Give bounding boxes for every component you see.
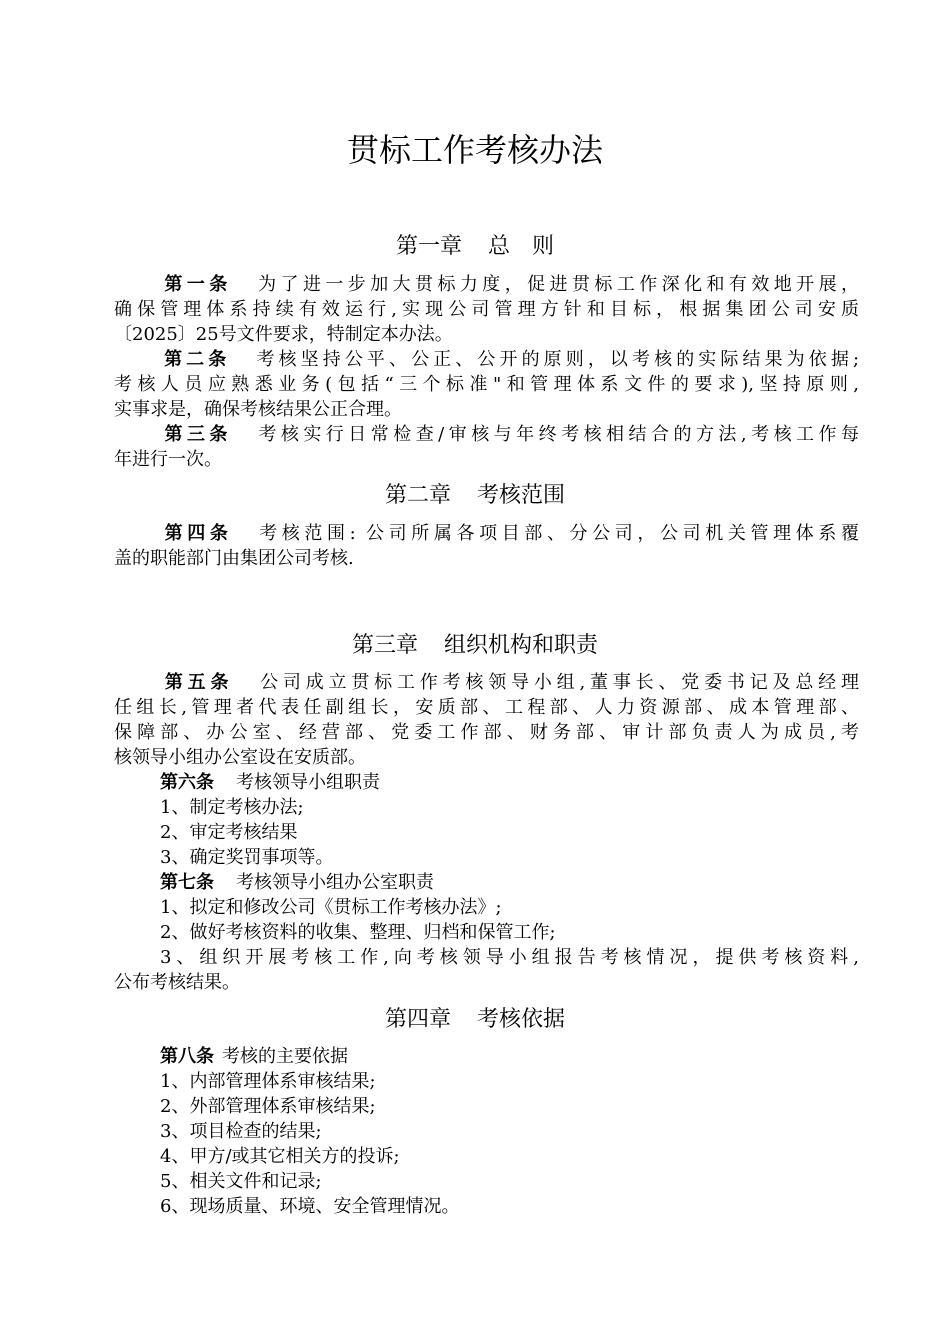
article-7-item-1: 1、拟定和修改公司《贯标工作考核办法》;	[160, 897, 502, 918]
article-4-label: 第四条	[160, 523, 233, 544]
article-3-label: 第三条	[160, 424, 232, 445]
article-1-label: 第一条	[160, 274, 232, 295]
article-7-item-2: 2、做好考核资料的收集、整理、归档和保管工作;	[160, 922, 556, 943]
chapter-2-number: 第二章	[384, 483, 451, 508]
article-5-line-2: 任组长,管理者代表任副组长，安质部、工程部、人力资源部、成本管理部、	[114, 697, 859, 718]
chapter-3-name: 组织机构和职责	[444, 633, 599, 658]
chapter-4-number: 第四章	[384, 1007, 451, 1032]
article-1-line-3: 〔2025〕25号文件要求，特制定本办法。	[114, 324, 453, 345]
article-6-heading: 第六条 考核领导小组职责	[160, 772, 380, 793]
chapter-2-heading	[0, 481, 950, 511]
article-8-label: 第八条	[160, 1046, 214, 1067]
article-7-item-3-line-2: 公布考核结果。	[114, 972, 240, 993]
article-2-line-1: 第二条 考核坚持公平、公正、公开的原则，以考核的实际结果为依据;	[160, 349, 859, 370]
article-4-line-1: 第四条 考核范围: 公司所属各项目部、分公司，公司机关管理体系覆	[160, 523, 859, 544]
article-6-item-1: 1、制定考核办法;	[160, 797, 304, 818]
chapter-2-name: 考核范围	[477, 483, 566, 508]
article-6-item-2: 2、审定考核结果	[160, 822, 298, 843]
article-5-label: 第五条	[160, 672, 234, 693]
article-8-item-3: 3、项目检查的结果;	[160, 1121, 322, 1142]
chapter-1-number: 第一章	[395, 234, 462, 259]
article-8-heading: 第八条 考核的主要依据	[160, 1046, 348, 1067]
article-5-line-3: 保障部、办公室、经营部、党委工作部、财务部、审计部负责人为成员,考	[114, 722, 859, 743]
article-4-line-2: 盖的职能部门由集团公司考核.	[114, 548, 354, 569]
article-6-label: 第六条	[160, 772, 214, 793]
chapter-1-name: 总 则	[488, 234, 555, 259]
article-8-item-6: 6、现场质量、环境、安全管理情况。	[160, 1196, 460, 1217]
chapter-3-heading	[0, 631, 950, 661]
article-3-line-2: 年进行一次。	[114, 449, 222, 470]
chapter-4-name: 考核依据	[477, 1007, 566, 1032]
article-8-item-1: 1、内部管理体系审核结果;	[160, 1071, 376, 1092]
article-5-line-1: 第五条 公司成立贯标工作考核领导小组,董事长、党委书记及总经理	[160, 672, 859, 693]
article-2-label: 第二条	[160, 349, 231, 370]
chapter-4-heading	[0, 1005, 950, 1035]
chapter-3-number: 第三章	[351, 633, 418, 658]
chapter-1-heading	[0, 232, 950, 262]
article-8-item-4: 4、甲方/或其它相关方的投诉;	[160, 1146, 400, 1167]
article-7-item-3-line-1: 3、组织开展考核工作,向考核领导小组报告考核情况，提供考核资料,	[160, 947, 859, 968]
article-2-line-2: 考核人员应熟悉业务(包括“三个标准"和管理体系文件的要求),坚持原则,	[114, 374, 859, 395]
article-3-line-1: 第三条 考核实行日常检查/审核与年终考核相结合的方法,考核工作每	[160, 424, 859, 445]
document-title: 贯标工作考核办法	[346, 131, 603, 169]
article-2-line-3: 实事求是，确保考核结果公正合理。	[114, 399, 402, 420]
article-7-label: 第七条	[160, 872, 214, 893]
article-8-item-2: 2、外部管理体系审核结果;	[160, 1096, 376, 1117]
article-1-line-1: 第一条 为了进一步加大贯标力度，促进贯标工作深化和有效地开展，	[160, 274, 859, 295]
article-7-heading: 第七条 考核领导小组办公室职责	[160, 872, 434, 893]
article-8-item-5: 5、相关文件和记录;	[160, 1171, 322, 1192]
article-1-line-2: 确保管理体系持续有效运行,实现公司管理方针和目标，根据集团公司安质	[114, 299, 859, 320]
article-6-item-3: 3、确定奖罚事项等。	[160, 847, 334, 868]
article-5-line-4: 核领导小组办公室设在安质部。	[114, 747, 366, 768]
